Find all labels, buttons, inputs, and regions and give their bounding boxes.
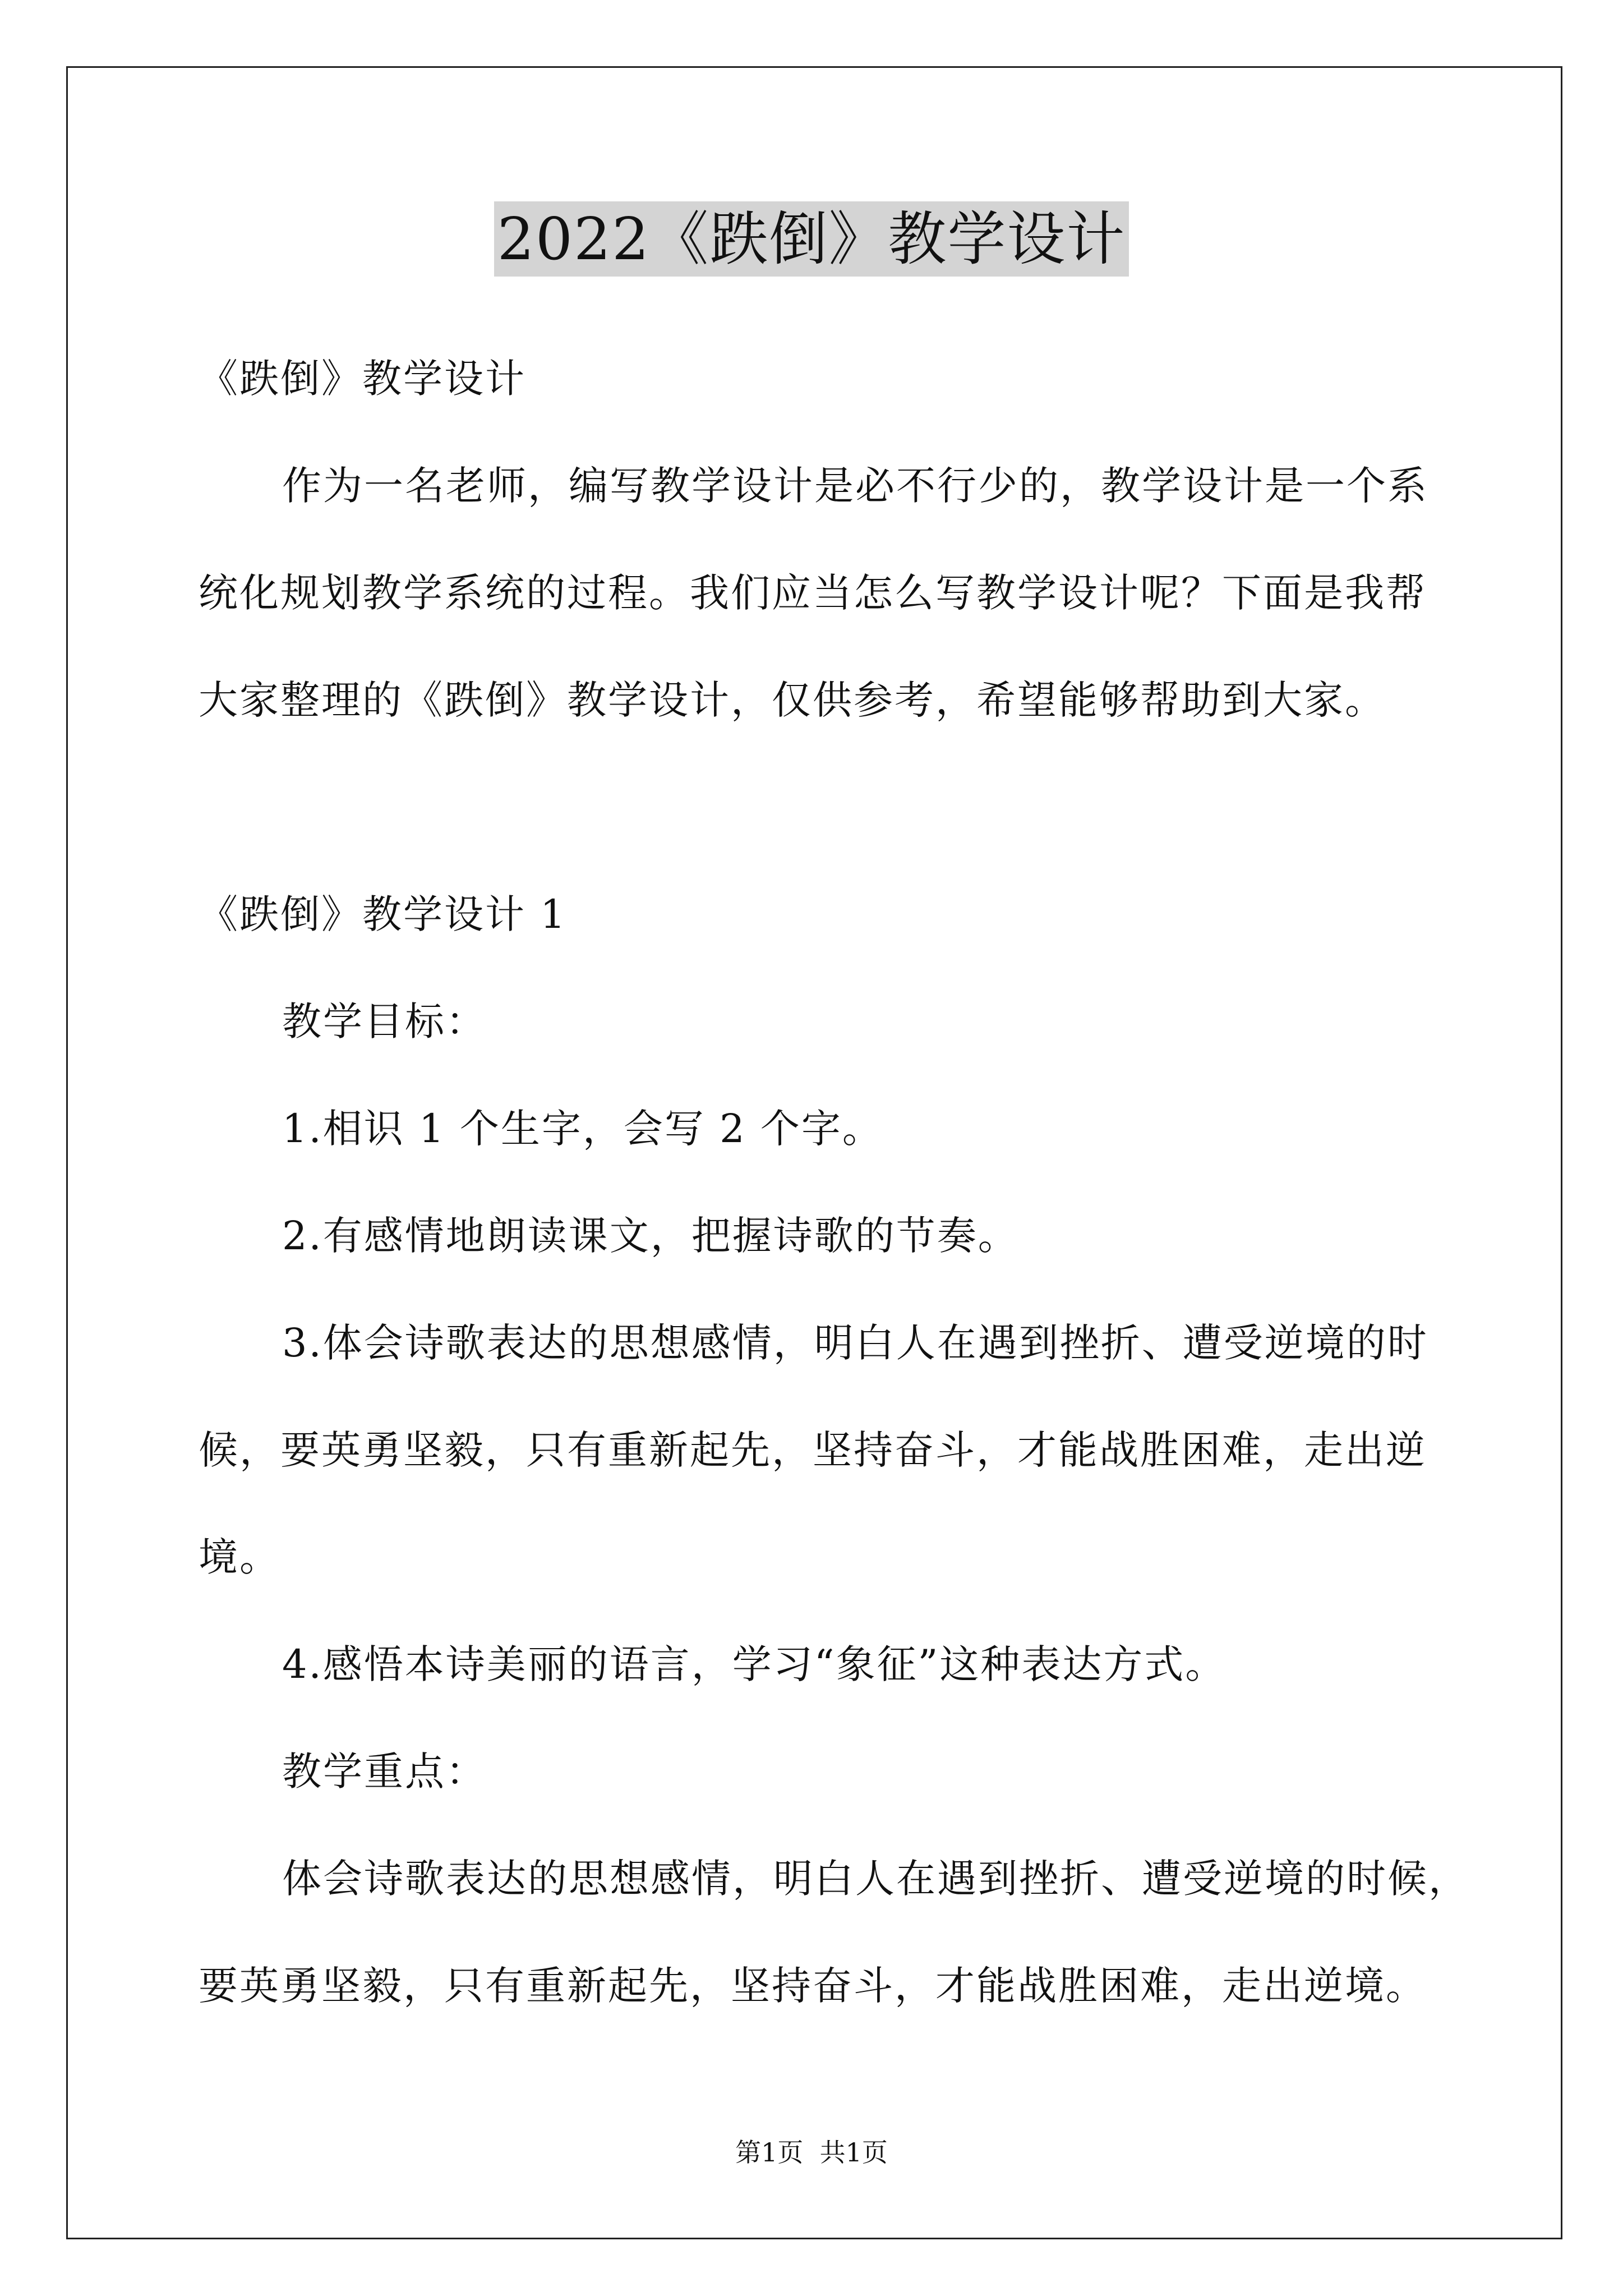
key-point-line: 体会诗歌表达的思想感情，明白人在遇到挫折、遭受逆境的时候， [282,1856,1469,1902]
key-points-label: 教学重点： [282,1749,487,1795]
objective-item-line: 1.相识 1 个生字，会写 2 个字。 [282,1106,883,1152]
intro-paragraph-line: 统化规划教学系统的过程。我们应当怎么写教学设计呢？下面是我帮 [199,570,1427,616]
blank-line [199,754,1556,861]
objective-item-line: 3.体会诗歌表达的思想感情，明白人在遇到挫折、遭受逆境的时 [282,1320,1428,1366]
key-point-line: 要英勇坚毅，只有重新起先，坚持奋斗，才能战胜困难，走出逆境。 [199,1963,1427,2009]
objective-item-line: 境。 [199,1534,280,1580]
section-heading: 《跌倒》教学设计 1 [199,891,567,937]
document-title: 2022《跌倒》教学设计 [494,201,1129,277]
objectives-label: 教学目标： [282,999,487,1045]
objective-item-line: 2.有感情地朗读课文，把握诗歌的节奏。 [282,1213,1019,1259]
intro-paragraph-line: 作为一名老师，编写教学设计是必不行少的，教学设计是一个系 [282,463,1428,509]
objective-item-line: 4.感悟本诗美丽的语言，学习“象征”这种表达方式。 [282,1641,1227,1687]
intro-heading: 《跌倒》教学设计 [199,356,526,402]
page-footer: 第1页 共1页 [735,2137,888,2168]
objective-item-line: 候，要英勇坚毅，只有重新起先，坚持奋斗，才能战胜困难，走出逆 [199,1427,1427,1473]
document-body [199,325,1556,2040]
title-container [0,201,1623,277]
intro-paragraph-line: 大家整理的《跌倒》教学设计，仅供参考，希望能够帮助到大家。 [199,677,1386,723]
